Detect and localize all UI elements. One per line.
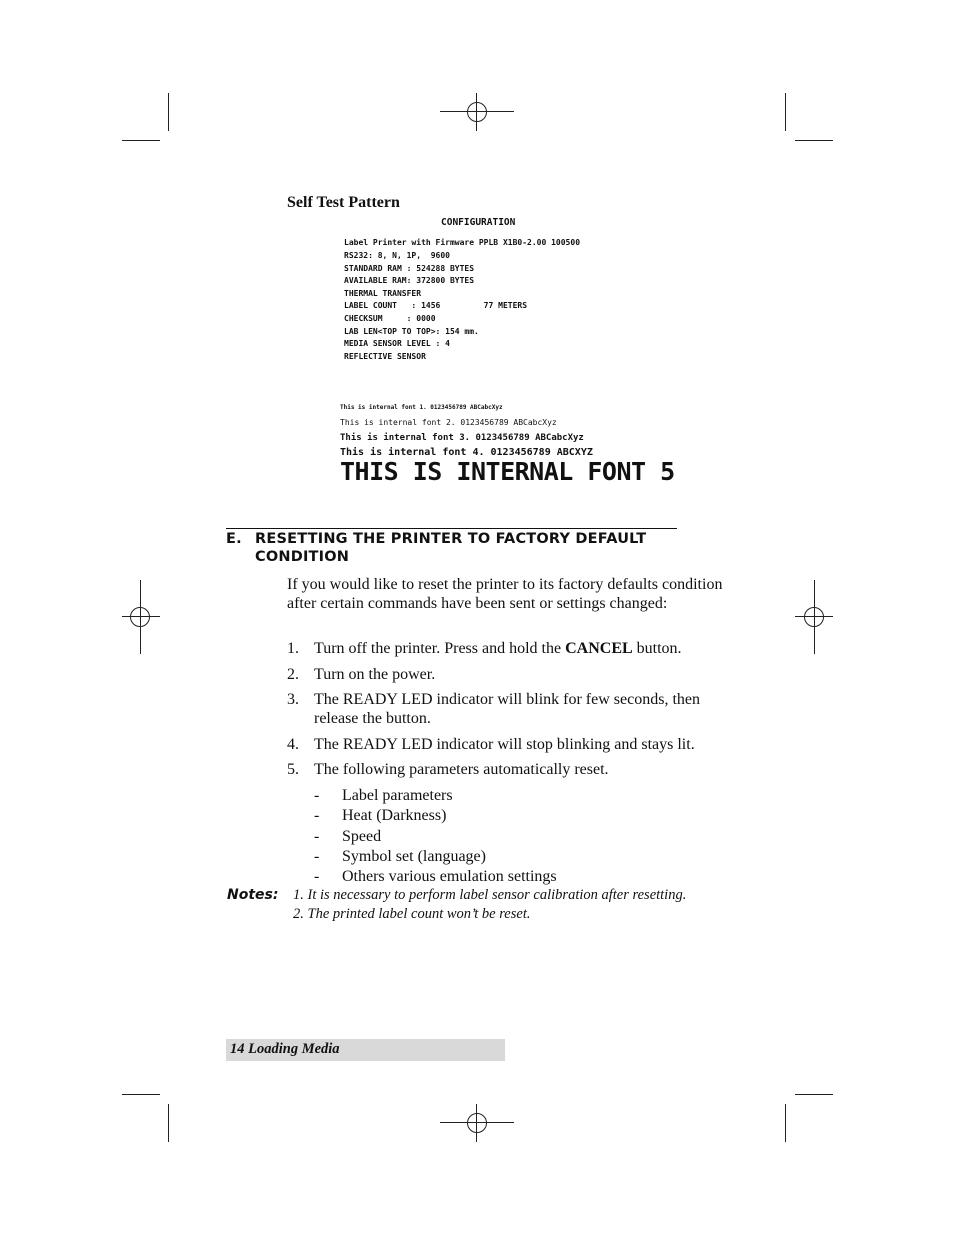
intro-paragraph: If you would like to reset the printer to its factory defaults condition after certain commands have been sent or settings changed: — [287, 576, 723, 612]
registration-mark — [476, 93, 477, 131]
config-line: LABEL COUNT : 1456 77 METERS — [344, 301, 528, 310]
step-number: 3. — [287, 691, 299, 708]
config-line: REFLECTIVE SENSOR — [344, 352, 426, 361]
config-line: RS232: 8, N, 1P, 9600 — [344, 251, 450, 260]
crop-mark — [122, 140, 160, 141]
section-letter: E. — [226, 531, 242, 547]
step-number: 1. — [287, 640, 299, 657]
note-item: 2. The printed label count won’t be reset. — [293, 906, 531, 922]
config-line: LAB LEN<TOP TO TOP>: 154 mm. — [344, 327, 479, 336]
config-line: THERMAL TRANSFER — [344, 289, 422, 298]
registration-mark — [440, 111, 514, 112]
step-text: Turn on the power. — [314, 666, 436, 683]
registration-mark — [814, 580, 815, 654]
step-number: 5. — [287, 761, 299, 778]
crop-mark — [795, 1094, 833, 1095]
font-sample-5: THIS IS INTERNAL FONT 5 — [340, 457, 675, 486]
registration-mark — [476, 1104, 477, 1142]
registration-mark — [440, 1122, 514, 1123]
page-footer: 14 Loading Media — [230, 1041, 340, 1057]
config-line: MEDIA SENSOR LEVEL : 4 — [344, 339, 450, 348]
list-item-text: Others various emulation settings — [342, 868, 557, 885]
font-sample-3: This is internal font 3. 0123456789 ABCabcXyz — [340, 433, 584, 443]
font-sample-4: This is internal font 4. 0123456789 ABCXYZ — [340, 447, 593, 458]
registration-mark — [467, 1113, 487, 1133]
list-item-text: Symbol set (language) — [342, 848, 486, 865]
font-sample-2: This is internal font 2. 0123456789 ABCabcXyz — [340, 418, 557, 427]
crop-mark — [168, 93, 169, 131]
config-line: AVAILABLE RAM: 372800 BYTES — [344, 276, 475, 285]
config-title: CONFIGURATION — [441, 217, 516, 228]
crop-mark — [795, 140, 833, 141]
list-item-text: Label parameters — [342, 787, 453, 804]
list-item-text: Heat (Darkness) — [342, 807, 447, 824]
font-sample-1: This is internal font 1. 0123456789 ABCabcXyz — [340, 404, 503, 411]
list-item-text: Speed — [342, 828, 382, 845]
config-line: CHECKSUM : 0000 — [344, 314, 436, 323]
cancel-button-label: CANCEL — [565, 640, 633, 657]
step-text: The READY LED indicator will blink for few seconds, then release the button. — [314, 691, 700, 727]
section-title: RESETTING THE PRINTER TO FACTORY DEFAULT CONDITION — [255, 531, 647, 565]
registration-mark — [140, 580, 141, 654]
section-rule — [226, 528, 677, 529]
step-number: 4. — [287, 736, 299, 753]
registration-mark — [122, 616, 160, 617]
step-text: The following parameters automatically reset. — [314, 761, 609, 778]
crop-mark — [785, 1104, 786, 1142]
registration-mark — [467, 102, 487, 122]
self-test-heading: Self Test Pattern — [287, 194, 400, 211]
step-text-part: button. — [632, 640, 682, 657]
crop-mark — [785, 93, 786, 131]
crop-mark — [168, 1104, 169, 1142]
crop-mark — [122, 1094, 160, 1095]
note-item: 1. It is necessary to perform label sensor calibration after resetting. — [293, 887, 687, 903]
step-number: 2. — [287, 666, 299, 683]
step-text: The READY LED indicator will stop blinking and stays lit. — [314, 736, 695, 753]
step-text-part: Turn off the printer. Press and hold the — [314, 640, 566, 657]
config-line: STANDARD RAM : 524288 BYTES — [344, 264, 475, 273]
config-line: Label Printer with Firmware PPLB X1B0-2.00 100500 — [344, 238, 581, 247]
notes-label: Notes: — [227, 887, 279, 903]
step-text — [314, 639, 732, 658]
